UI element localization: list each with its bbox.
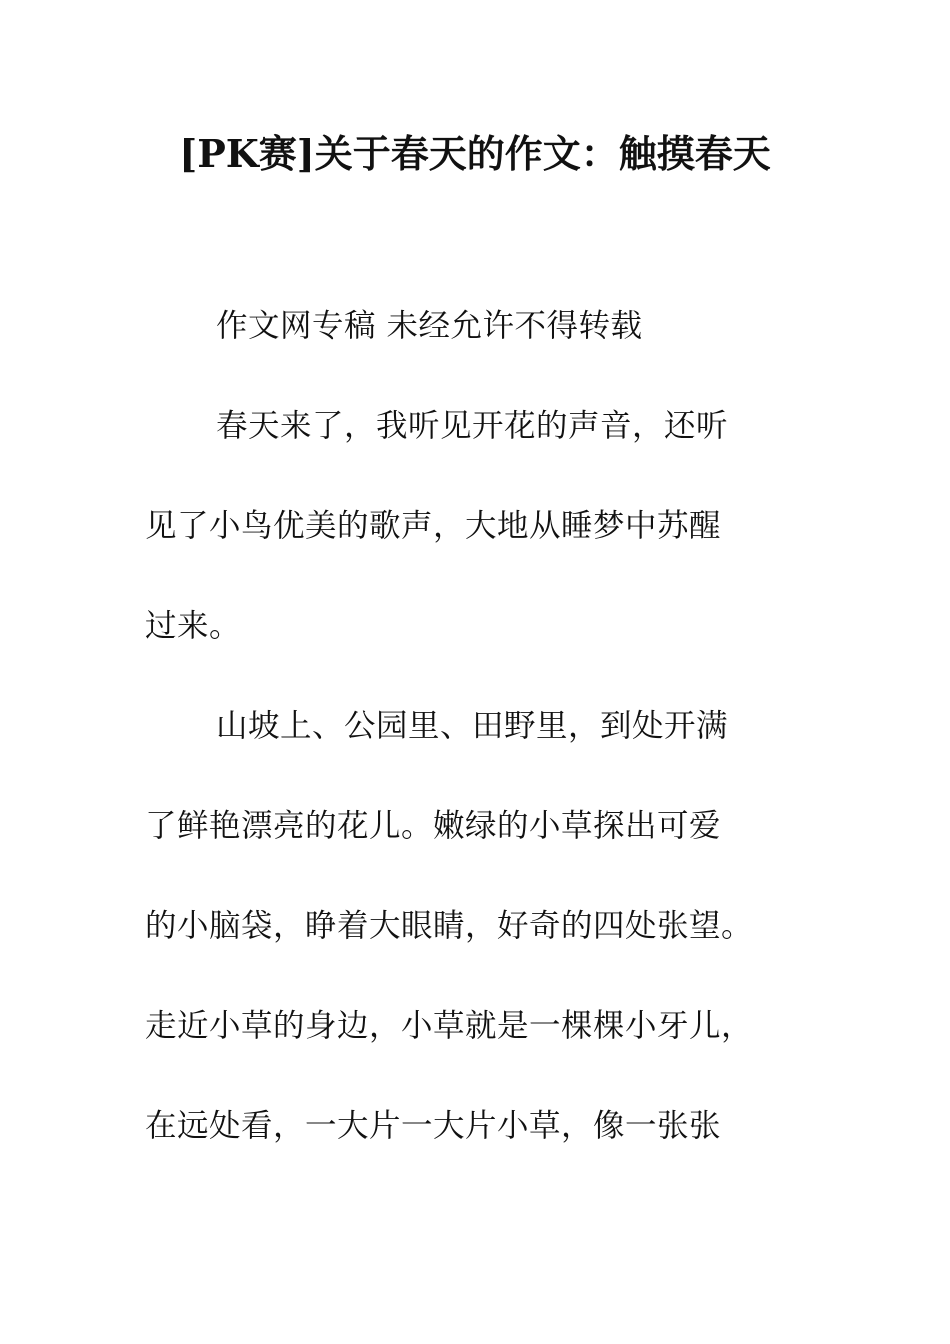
paragraph-line: 山坡上、公园里、田野里，到处开满 [216,708,729,744]
paragraph-line: 的小脑袋，睁着大眼睛，好奇的四处张望。 [145,908,754,944]
paragraph-line: 春天来了，我听见开花的声音，还听 [216,408,729,444]
paragraph-line: 在远处看，一大片一大片小草，像一张张 [145,1108,722,1144]
paragraph-line: 了鲜艳漂亮的花儿。嫩绿的小草探出可爱 [145,808,722,844]
paragraph-line: 过来。 [145,608,242,644]
paragraph-line: 作文网专稿 未经允许不得转载 [216,308,643,344]
paragraph-line: 见了小鸟优美的歌声，大地从睡梦中苏醒 [145,508,722,544]
document-title: [PK赛]关于春天的作文：触摸春天 [179,131,771,176]
paragraph-line: 走近小草的身边，小草就是一棵棵小牙儿， [145,1008,754,1044]
